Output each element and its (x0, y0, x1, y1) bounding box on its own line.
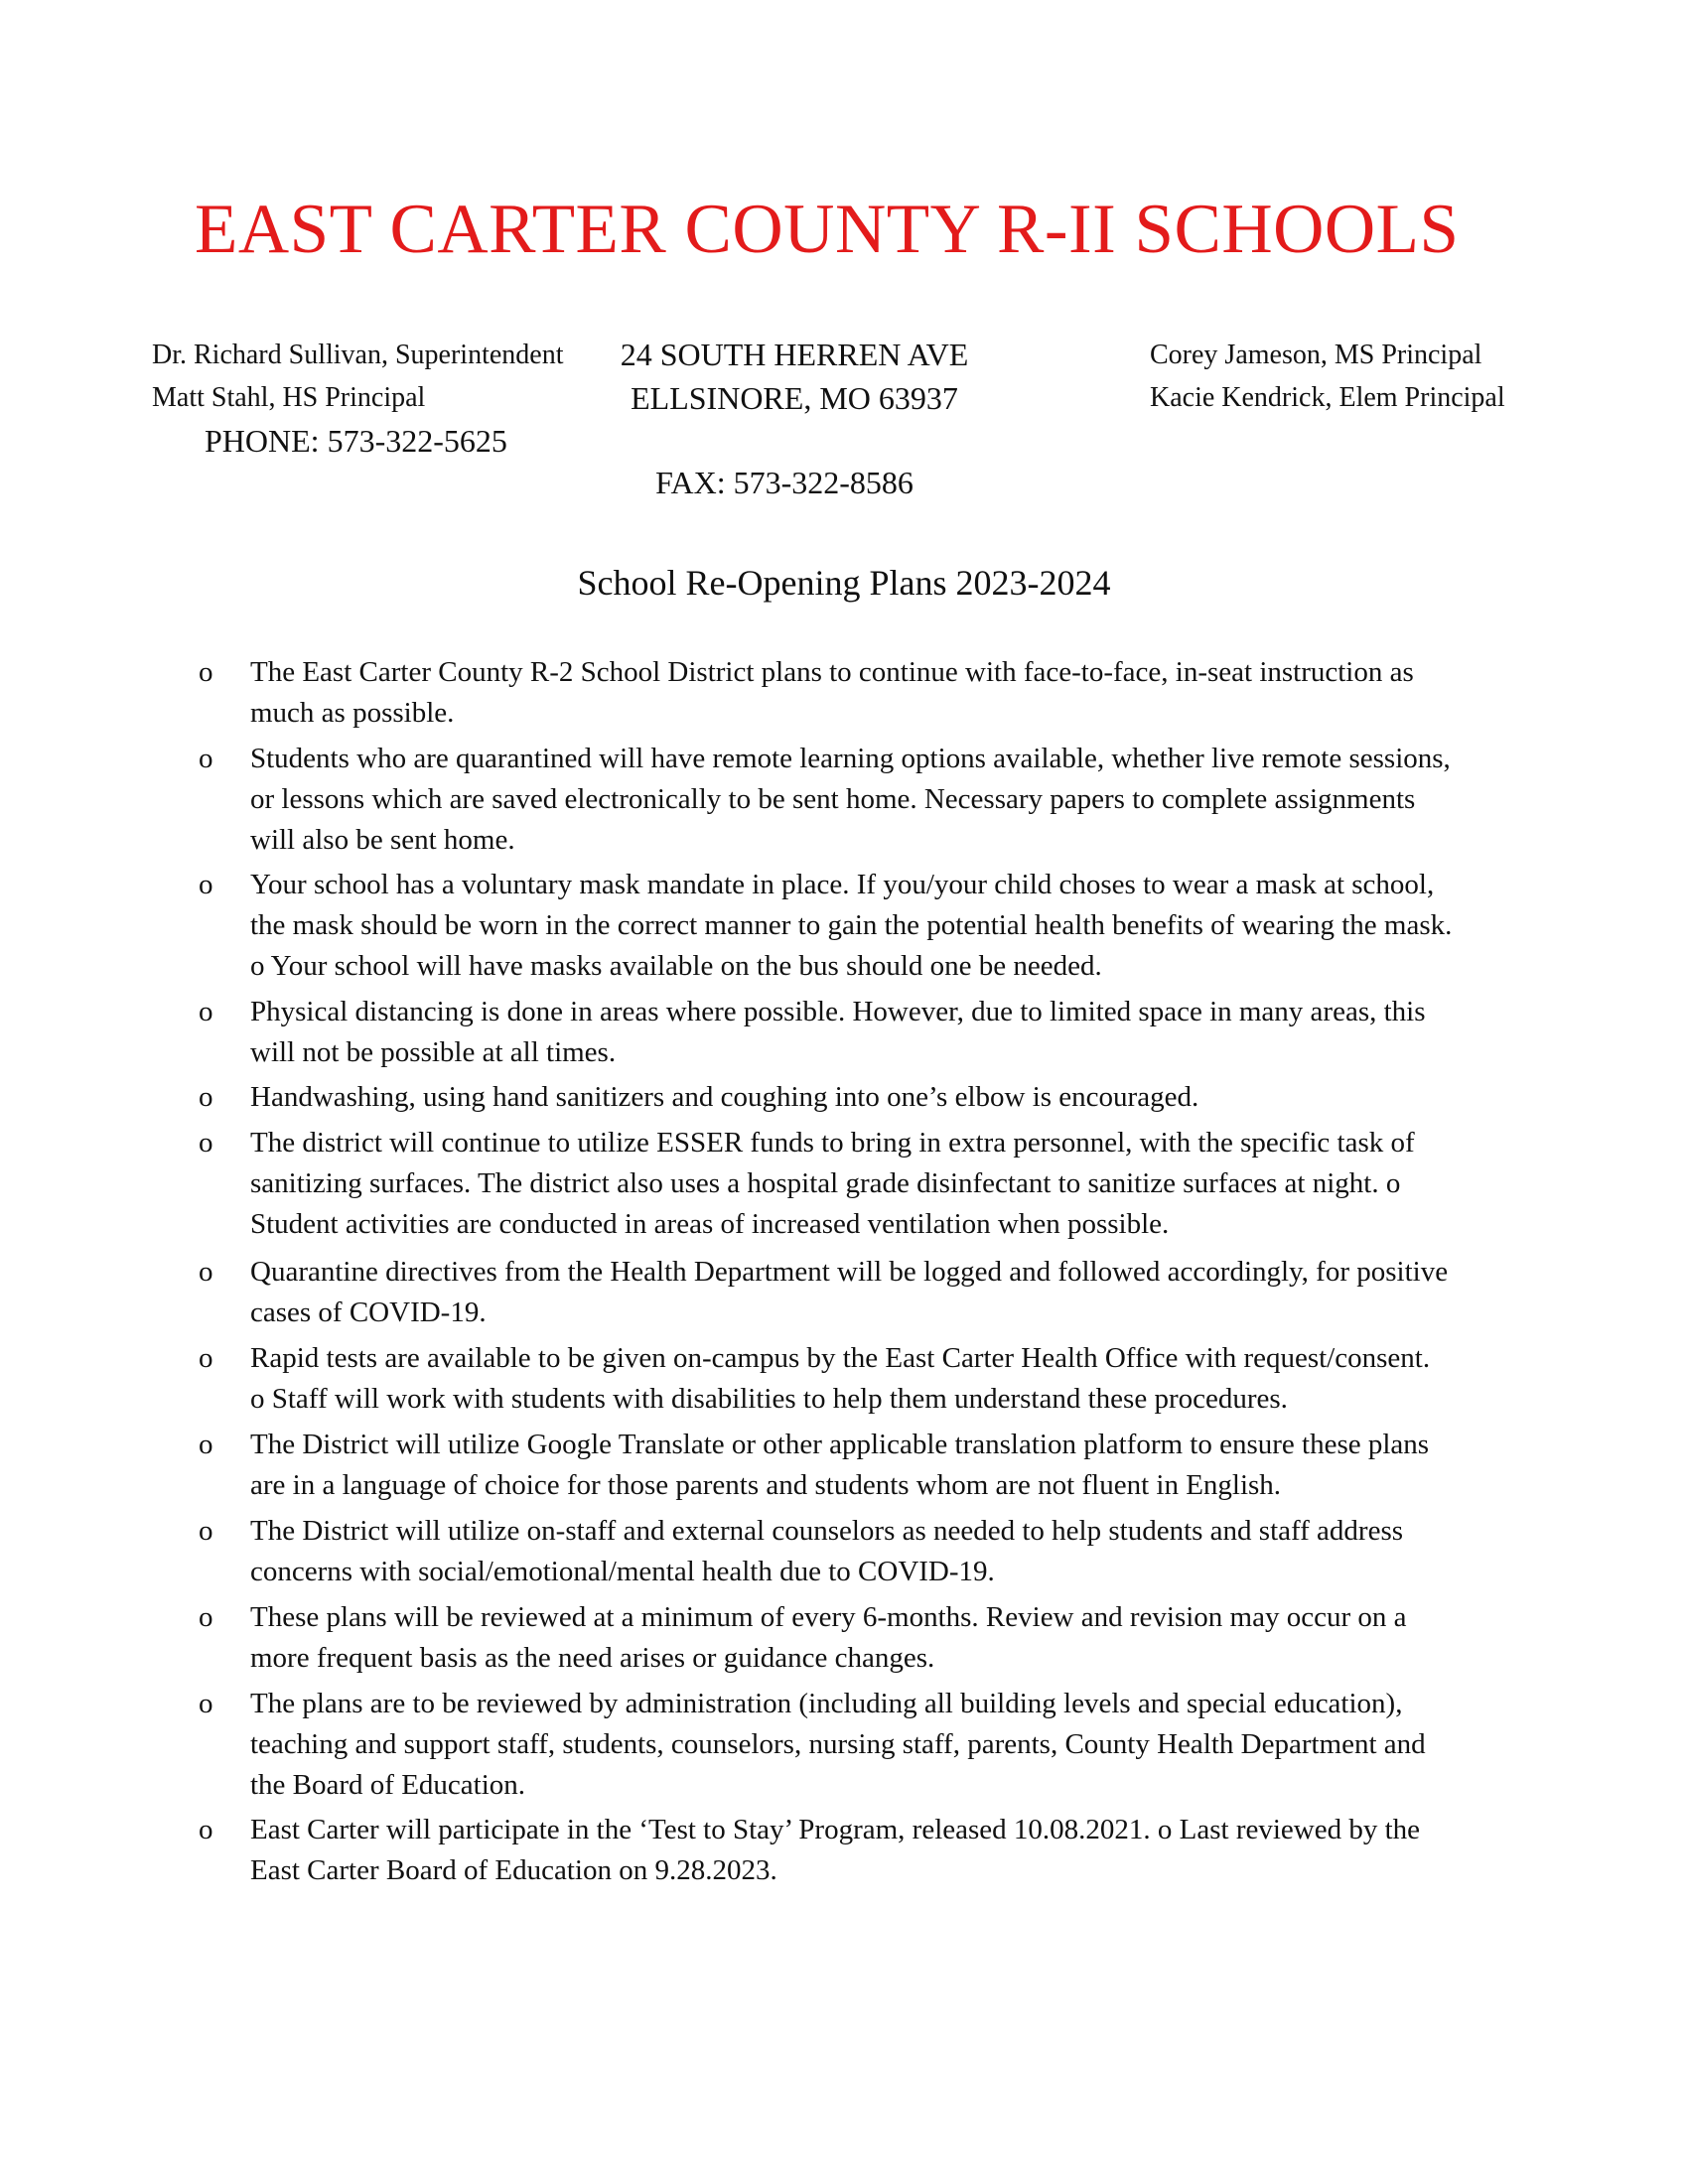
plan-item-text: Quarantine directives from the Health Department will be logged and followed accordingly, for positive cases of COVID-19. (250, 1256, 1449, 1328)
plan-item-text: Physical distancing is done in areas where possible. However, due to limited space in many areas, this will not be possible at all times. (250, 996, 1426, 1068)
plan-item-text: The East Carter County R-2 School District plans to continue with face-to-face, in-seat instruction as much as possible. (250, 656, 1414, 729)
elem-principal-name: Kacie Kendrick, Elem Principal (1150, 382, 1505, 413)
bullet-marker: o (199, 869, 213, 900)
document-title: EAST CARTER COUNTY R-II SCHOOLS (195, 191, 1460, 268)
bullet-marker: o (199, 1127, 213, 1159)
plan-item-text: The district will continue to utilize ESSER funds to bring in extra personnel, with the specific task of sanitizing surfaces. The district also uses a hospital grade disinfectant to sanitize surfaces at night. o Student activities are conducted in areas of increased ventilation when possible. (250, 1127, 1415, 1240)
bullet-marker: o (199, 1515, 213, 1547)
bullet-marker: o (199, 1342, 213, 1374)
bullet-marker: o (199, 656, 213, 688)
ms-principal-name: Corey Jameson, MS Principal (1150, 340, 1482, 370)
plan-heading: School Re-Opening Plans 2023-2024 (577, 563, 1111, 603)
plan-item-text: The District will utilize Google Translate or other applicable translation platform to ensure these plans are in a language of choice for those parents and students whom are not fluent in English. (250, 1429, 1430, 1501)
bullet-marker: o (199, 1814, 213, 1845)
bullet-marker: o (199, 1429, 213, 1460)
plan-item-text: Students who are quarantined will have remote learning options available, whether live remote sessions, or lessons which are saved electronically to be sent home. Necessary papers to complete assignments will also be sent home. (250, 743, 1451, 856)
plan-item-text: These plans will be reviewed at a minimum of every 6-months. Review and revision may occur on a more frequent basis as the need arises or guidance changes. (250, 1601, 1407, 1674)
bullet-marker: o (199, 1688, 213, 1719)
address-line-2: ELLSINORE, MO 63937 (631, 380, 958, 416)
plan-item-text: The plans are to be reviewed by administration (including all building levels and special education), teaching and support staff, students, counselors, nursing staff, parents, County Health Department and the Board of Education. (250, 1688, 1426, 1801)
bullet-marker: o (199, 1601, 213, 1633)
plan-item-text: East Carter will participate in the ‘Test to Stay’ Program, released 10.08.2021. o Last reviewed by the East Carter Board of Education on 9.28.2023. (250, 1814, 1421, 1886)
hs-principal-name: Matt Stahl, HS Principal (152, 382, 426, 413)
plan-item-text: Your school has a voluntary mask mandate in place. If you/your child choses to wear a mask at school, the mask should be worn in the correct manner to gain the potential health benefits of wearing the mask. o Your school will have masks available on the bus should one be needed. (250, 869, 1453, 982)
bullet-marker: o (199, 1256, 213, 1288)
address-line-1: 24 SOUTH HERREN AVE (620, 337, 969, 372)
plan-item-text: Rapid tests are available to be given on-campus by the East Carter Health Office with request/consent. o Staff will work with students with disabilities to help them understand these procedures. (250, 1342, 1431, 1415)
plan-item-text: The District will utilize on-staff and external counselors as needed to help students and staff address concerns with social/emotional/mental health due to COVID-19. (250, 1515, 1404, 1587)
fax-number: FAX: 573-322-8586 (655, 465, 914, 500)
bullet-marker: o (199, 1081, 213, 1113)
phone-number: PHONE: 573-322-5625 (205, 423, 507, 459)
bullet-marker: o (199, 743, 213, 774)
plan-item-text: Handwashing, using hand sanitizers and coughing into one’s elbow is encouraged. (250, 1081, 1199, 1113)
bullet-marker: o (199, 996, 213, 1027)
superintendent-name: Dr. Richard Sullivan, Superintendent (152, 340, 564, 370)
